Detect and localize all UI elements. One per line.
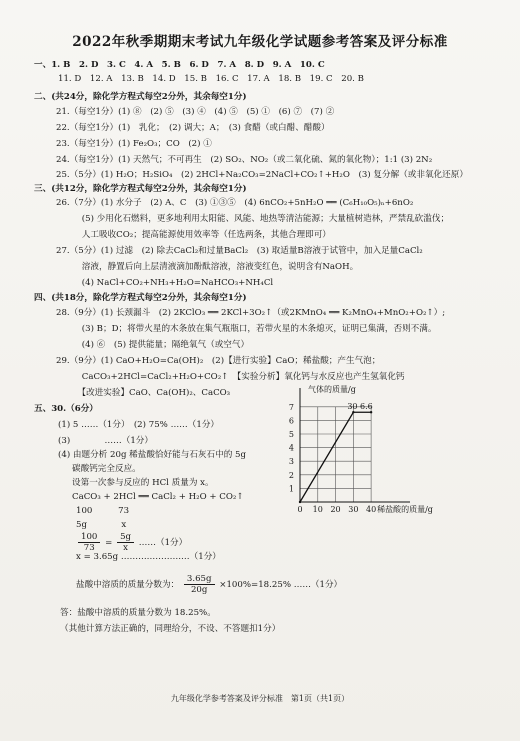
x-tick-label: 30	[348, 505, 359, 514]
answer-line: (3) B；D；将带火星的木条放在集气瓶瓶口，若带火星的木条熄灭，证明已集满，否则不满。	[56, 324, 437, 334]
answer-line: 100 73	[76, 506, 130, 516]
answer-line: 24.（每空1分）(1) 天然气；不可再生 (2) SO₂、NO₂（或二氧化硫、氮的氧化物）；1:1 (3) 2N₂	[56, 155, 433, 165]
answer-line: 25.（5分）(1) H₂O；H₂SiO₄ (2) 2HCl+Na₂CO₃=2NaCl+CO₂↑+H₂O (3) 复分解（或非氧化还原）	[56, 170, 468, 180]
gas-mass-chart	[282, 380, 472, 520]
percent-calculation	[76, 574, 342, 595]
answer-line: （其他计算方法正确的，同理给分，不设、不答题扣1分）	[60, 624, 281, 634]
answer-line: (3) ……（1分）	[58, 436, 153, 446]
proportion-equation: $\frac{100}{73}$ = $\frac{5g}{x}$ ……（1分）	[76, 532, 187, 553]
data-point	[370, 411, 372, 413]
answer-line: CaCO₃ + 2HCl ══ CaCl₂ + H₂O + CO₂↑	[72, 492, 244, 502]
proportion-n1: 100	[78, 532, 100, 543]
y-tick-label: 2	[288, 470, 294, 480]
answer-line: 11. D 12. A 13. B 14. D 15. B 16. C 17. A 18. B 19. C 20. B	[58, 74, 364, 84]
data-point	[352, 411, 354, 413]
answer-line: (4) ⑥ (5) 提供能量；隔绝氧气（或空气）	[56, 340, 250, 350]
proportion-score: ……（1分）	[138, 538, 188, 548]
y-tick-label: 6	[288, 416, 294, 426]
answer-line: 碳酸钙完全反应。	[72, 464, 141, 474]
answer-line: 23.（每空1分）(1) Fe₂O₃；CO (2) ①	[56, 139, 212, 149]
x-tick-label: 10	[312, 505, 323, 514]
x-tick-label: 0	[297, 505, 303, 514]
answer-line: (4) NaCl+CO₂+NH₃+H₂O=NaHCO₃+NH₄Cl	[56, 278, 274, 288]
answer-line: 人工吸收CO₂；提高能源使用效率等（任选两条，其他合理即可）	[56, 230, 331, 240]
x-tick-label: 40	[366, 505, 377, 514]
proportion-n2: 5g	[117, 532, 134, 543]
answer-line: x = 3.65g ……………………（1分）	[76, 552, 221, 562]
answer-line: 答：盐酸中溶质的质量分数为 18.25%。	[60, 608, 216, 618]
answer-line: (4) 由题分析 20g 稀盐酸恰好能与石灰石中的 5g	[58, 450, 247, 460]
answer-line: 五、30.（6分）	[34, 404, 98, 414]
page-title: 2022年秋季期期末考试九年级化学试题参考答案及评分标准	[72, 34, 448, 50]
answer-line: 三、(共12分，除化学方程式每空2分外，其余每空1分)	[34, 184, 247, 194]
proportion-d1: 73	[83, 543, 95, 553]
y-axis-title: 气体的质量/g	[308, 385, 356, 394]
percent-den: 20g	[190, 585, 208, 595]
answer-line: 29.（9分）(1) CaO+H₂O=Ca(OH)₂ (2)【进行实验】CaO；稀盐酸；产生气泡；	[56, 356, 381, 366]
y-tick-label: 3	[288, 457, 294, 467]
x-axis-title: 稀盐酸的质量/g	[377, 505, 433, 514]
answer-line: 28.（9分）(1) 长颈漏斗 (2) 2KClO₃ ══ 2KCl+3O₂↑（或2KMnO₄ ══ K₂MnO₄+MnO₂+O₂↑）;	[56, 308, 446, 318]
answer-line: 26.（7分）(1) 水分子 (2) A、C (3) ①③⑤ (4) 6nCO₂+5nH₂O ══ (C₆H₁₀O₅)ₙ+6nO₂	[56, 198, 414, 208]
percent-suffix: ×100%=18.25% ……（1分）	[219, 580, 343, 590]
peak-annotation: 30 6.6	[347, 402, 373, 412]
percent-num: 3.65g	[184, 574, 215, 585]
answer-line: CaCO₃+2HCl=CaCl₂+H₂O+CO₂↑ 【实验分析】氧化钙与水反应也产生氢氧化钙	[56, 372, 405, 382]
answer-line: 【改进实验】CaO、Ca(OH)₂、CaCO₃	[56, 388, 231, 398]
y-tick-label: 1	[288, 484, 294, 494]
answer-line: 四、(共18分，除化学方程式每空2分外，其余每空1分)	[34, 293, 247, 303]
data-point	[299, 501, 301, 503]
answer-line: 27.（5分）(1) 过滤 (2) 除去CaCl₂和过量BaCl₂ (3) 取适量B溶液于试管中，加入足量CaCl₂	[56, 246, 423, 256]
answer-line: (1) 5 ……（1分） (2) 75% ……（1分）	[58, 420, 220, 430]
answer-line: 5g x	[76, 520, 127, 530]
answer-line: 21.（每空1分）(1) ⑧ (2) ⑤ (3) ④ (4) ⑤ (5) ① (6) ⑦ (7) ②	[56, 107, 335, 117]
page-footer: 九年级化学参考答案及评分标准 第1页（共1页）	[170, 694, 350, 703]
y-tick-label: 4	[288, 443, 294, 453]
percent-prefix: 盐酸中溶质的质量分数为：	[76, 580, 180, 590]
answer-line: 溶液，静置后向上层清液滴加酚酞溶液，溶液变红色，说明含有NaOH。	[56, 262, 359, 272]
y-tick-label: 7	[288, 402, 294, 412]
x-tick-label: 20	[330, 505, 341, 514]
answer-line: 22.（每空1分）(1) 乳化； (2) 调大；A； (3) 食醋（或白醋、醋酸）	[56, 123, 330, 133]
answer-line: (5) 少用化石燃料，更多地利用太阳能、风能、地热等清洁能源；大量植树造林，严禁乱砍滥伐；	[56, 214, 450, 224]
answer-line: 一、1. B 2. D 3. C 4. A 5. B 6. D 7. A 8. D 9. A 10. C	[34, 60, 325, 70]
y-tick-label: 5	[288, 430, 294, 439]
answer-line: 设第一次参与反应的 HCl 质量为 x。	[72, 478, 214, 488]
answer-line: 二、(共24分，除化学方程式每空2分外，其余每空1分)	[34, 92, 247, 102]
proportion-d2: x	[123, 543, 128, 553]
